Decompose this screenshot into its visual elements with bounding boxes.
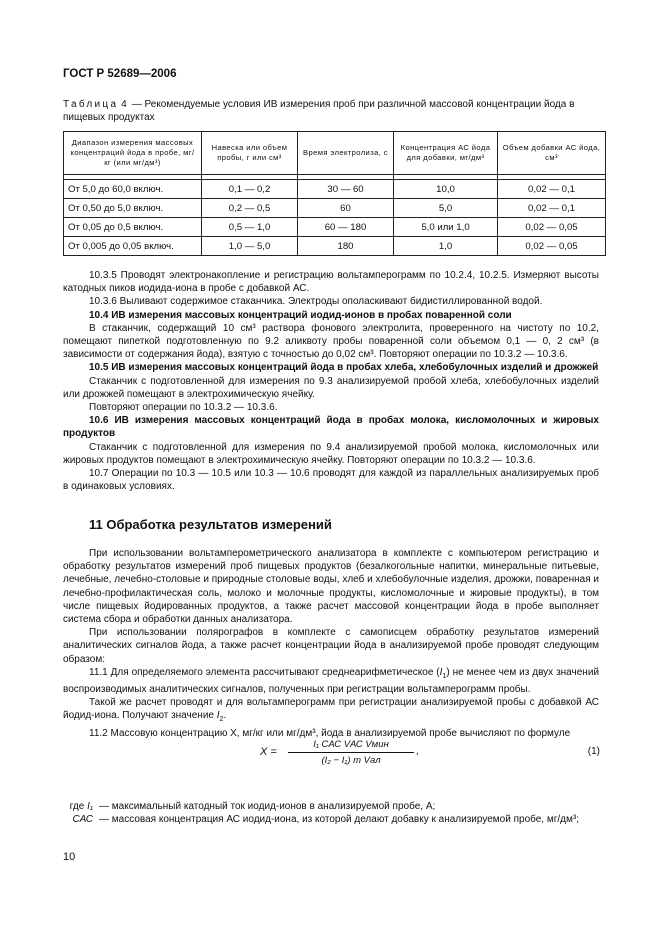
definition-symbol: CАС bbox=[72, 814, 93, 826]
paragraph-10-3-5: 10.3.5 Проводят электронакопление и регистрацию вольтамперограмм по 10.2.4, 10.2.5. Измеряют высоты катодных пиков иодида-иона в пробе с добавкой АС. bbox=[63, 270, 599, 295]
formula-1 bbox=[260, 738, 600, 768]
formula-fraction bbox=[288, 738, 414, 767]
table-cell: 0,1 — 0,2 bbox=[202, 180, 298, 199]
paragraph-10-3-6: 10.3.6 Выливают содержимое стаканчика. Электроды ополаскивают бидистиллированной водой. bbox=[89, 296, 543, 308]
section-11-text bbox=[63, 547, 599, 740]
table-cell: От 0,05 до 0,5 включ. bbox=[64, 218, 202, 237]
table-cell: От 0,50 до 5,0 включ. bbox=[64, 199, 202, 218]
table-cell: 0,02 — 0,1 bbox=[498, 199, 606, 218]
paragraph-10-6: Стаканчик с подготовленной для измерения по 9.4 анализируемой пробой молока, кисломолочных или жировых продуктов помещают в электрохимическую ячейку. Повторяют операции по 10.3.2 — 10.3.6. bbox=[63, 441, 599, 466]
table-header-cell: Навеска или объем пробы, г или см³ bbox=[202, 132, 298, 175]
paragraph-10-7: 10.7 Операции по 10.3 — 10.5 или 10.3 — 10.6 проводят для каждой из параллельных анализируемых проб в одинаковых условиях. bbox=[63, 468, 599, 493]
table-row bbox=[64, 218, 606, 237]
definition-symbol: где I₁ bbox=[69, 801, 93, 812]
formula-number: (1) bbox=[587, 746, 600, 757]
table-header-cell: Концентрация АС йода для добавки, мг/дм³ bbox=[394, 132, 498, 175]
fraction-bar bbox=[288, 752, 414, 753]
paragraph-10-4: В стаканчик, содержащий 10 см³ раствора фонового электролита, проверенного на чистоту по 10.2, помещают пипеткой подготовленную по 9.2 аликвоту пробы поваренной соли объемом 0,1 — 0, 2 см³ (в зависимости от содержания йода), взятую с точностью до 0,02 см³. Повторяют операции по 10.3.2 — 10.3.6. bbox=[63, 322, 599, 361]
paragraph-11-2: 11.2 Массовую концентрацию X, мг/кг или мг/дм³, йода в анализируемой пробе вычисляют по формуле bbox=[89, 727, 571, 739]
formula-lhs: X = bbox=[260, 746, 277, 758]
table-cell: 30 — 60 bbox=[298, 180, 394, 199]
formula-definitions bbox=[63, 800, 599, 826]
table-header-cell: Объем добавки АС йода, см³ bbox=[498, 132, 606, 175]
table-cell: 0,2 — 0,5 bbox=[202, 199, 298, 218]
table-cell: 5,0 или 1,0 bbox=[394, 218, 498, 237]
paragraph-11-1: 11.1 Для определяемого элемента рассчитывают среднеарифметическое $(I_1)$ не менее чем из двух значений воспроизводимых аналитических сигналов, полученных при регистрации вольтамперограмм пробы. bbox=[63, 666, 599, 696]
document-header: ГОСТ Р 52689—2006 bbox=[63, 68, 177, 80]
table-cell: 60 bbox=[298, 199, 394, 218]
paragraph-10-5b: Повторяют операции по 10.3.2 — 10.3.6. bbox=[89, 402, 278, 414]
table-cell: От 5,0 до 60,0 включ. bbox=[64, 180, 202, 199]
table-cell: 0,02 — 0,1 bbox=[498, 180, 606, 199]
table-cell: От 0,005 до 0,05 включ. bbox=[64, 237, 202, 256]
definition-text: — максимальный катодный ток иодид-ионов в анализируемой пробе, А; bbox=[99, 801, 436, 812]
table-cell: 5,0 bbox=[394, 199, 498, 218]
heading-10-5: 10.5 ИВ измерения массовых концентраций йода в пробах хлеба, хлебобулочных изделий и дрожжей bbox=[89, 362, 599, 374]
heading-10-4: 10.4 ИВ измерения массовых концентраций иодид-ионов в пробах поваренной соли bbox=[89, 309, 512, 321]
paragraph-10-5a: Стаканчик с подготовленной для измерения по 9.3 анализируемой пробой хлеба, хлебобулочных изделий или дрожжей помещают в электрохимическую ячейку. bbox=[63, 375, 599, 400]
formula-comma: , bbox=[416, 746, 419, 757]
table-cell: 60 — 180 bbox=[298, 218, 394, 237]
table-cell: 1,0 bbox=[394, 237, 498, 256]
page-number: 10 bbox=[63, 851, 76, 863]
definition-row bbox=[63, 813, 599, 826]
conditions-table bbox=[63, 131, 606, 256]
paragraph-11-intro-2: При использовании полярографов в комплекте с самописцем обработку результатов измерений аналитических сигналов йода, а также расчет концентрации йода в анализируемой пробе проводят следующим образом: bbox=[63, 627, 599, 665]
table-row bbox=[64, 199, 606, 218]
heading-10-6: 10.6 ИВ измерения массовых концентраций йода в пробах молока, кисломолочных и жировых продуктов bbox=[63, 415, 599, 440]
table-cell: 0,5 — 1,0 bbox=[202, 218, 298, 237]
paragraph-11-1-cont: Такой же расчет проводят и для вольтамперограмм при регистрации анализируемой пробы с добавкой АС йодид-иона. Получают значение $I_2$. bbox=[63, 697, 599, 724]
table-header-row bbox=[64, 132, 606, 175]
table-row bbox=[64, 237, 606, 256]
table-caption-number: 4 bbox=[121, 99, 129, 110]
definition-text: — массовая концентрация АС иодид-иона, из которой делают добавку к анализируемой пробе, мг/дм³; bbox=[99, 814, 579, 826]
table-caption bbox=[63, 99, 608, 124]
table-header-cell: Время электролиза, с bbox=[298, 132, 394, 175]
formula-denominator: (I₂ − I₁) m Vал bbox=[321, 755, 381, 766]
table-header-cell: Диапазон измерения массовых концентраций йода в пробе, мг/кг (или мг/дм³) bbox=[64, 132, 202, 175]
formula-numerator: I₁ CАС VАС Vмин bbox=[313, 739, 389, 750]
paragraph-11-intro-1: При использовании вольтамперометрического анализатора в комплекте с компьютером регистрацию и обработку результатов измерений проб пищевых продуктов (безалкогольные напитки, минеральные питьевые, лечебные, лечебно-столовые и природные столовые воды, хлеб и хлебобулочные изделия, дрожжи, поваренная и лечебно-профилактическая соль, молоко и молочные продукты, кисломолочные и жировые продукты), в том числе пищевых йодированных продуктов, а также расчет массовой концентрации йода в пробе выполняет система сбора и обработки данных анализатора. bbox=[63, 548, 599, 626]
table-cell: 180 bbox=[298, 237, 394, 256]
table-caption-text: — Рекомендуемые условия ИВ измерения проб при различной массовой концентрации йода в пищевых продуктах bbox=[63, 99, 575, 123]
table-row bbox=[64, 180, 606, 199]
table-caption-word: Таблица bbox=[63, 99, 119, 110]
table-cell: 10,0 bbox=[394, 180, 498, 199]
definition-row bbox=[63, 800, 599, 813]
section-11-title: 11 Обработка результатов измерений bbox=[89, 517, 332, 532]
table-cell: 0,02 — 0,05 bbox=[498, 218, 606, 237]
table-cell: 0,02 — 0,05 bbox=[498, 237, 606, 256]
section-10-text bbox=[63, 269, 599, 493]
table-cell: 1,0 — 5,0 bbox=[202, 237, 298, 256]
